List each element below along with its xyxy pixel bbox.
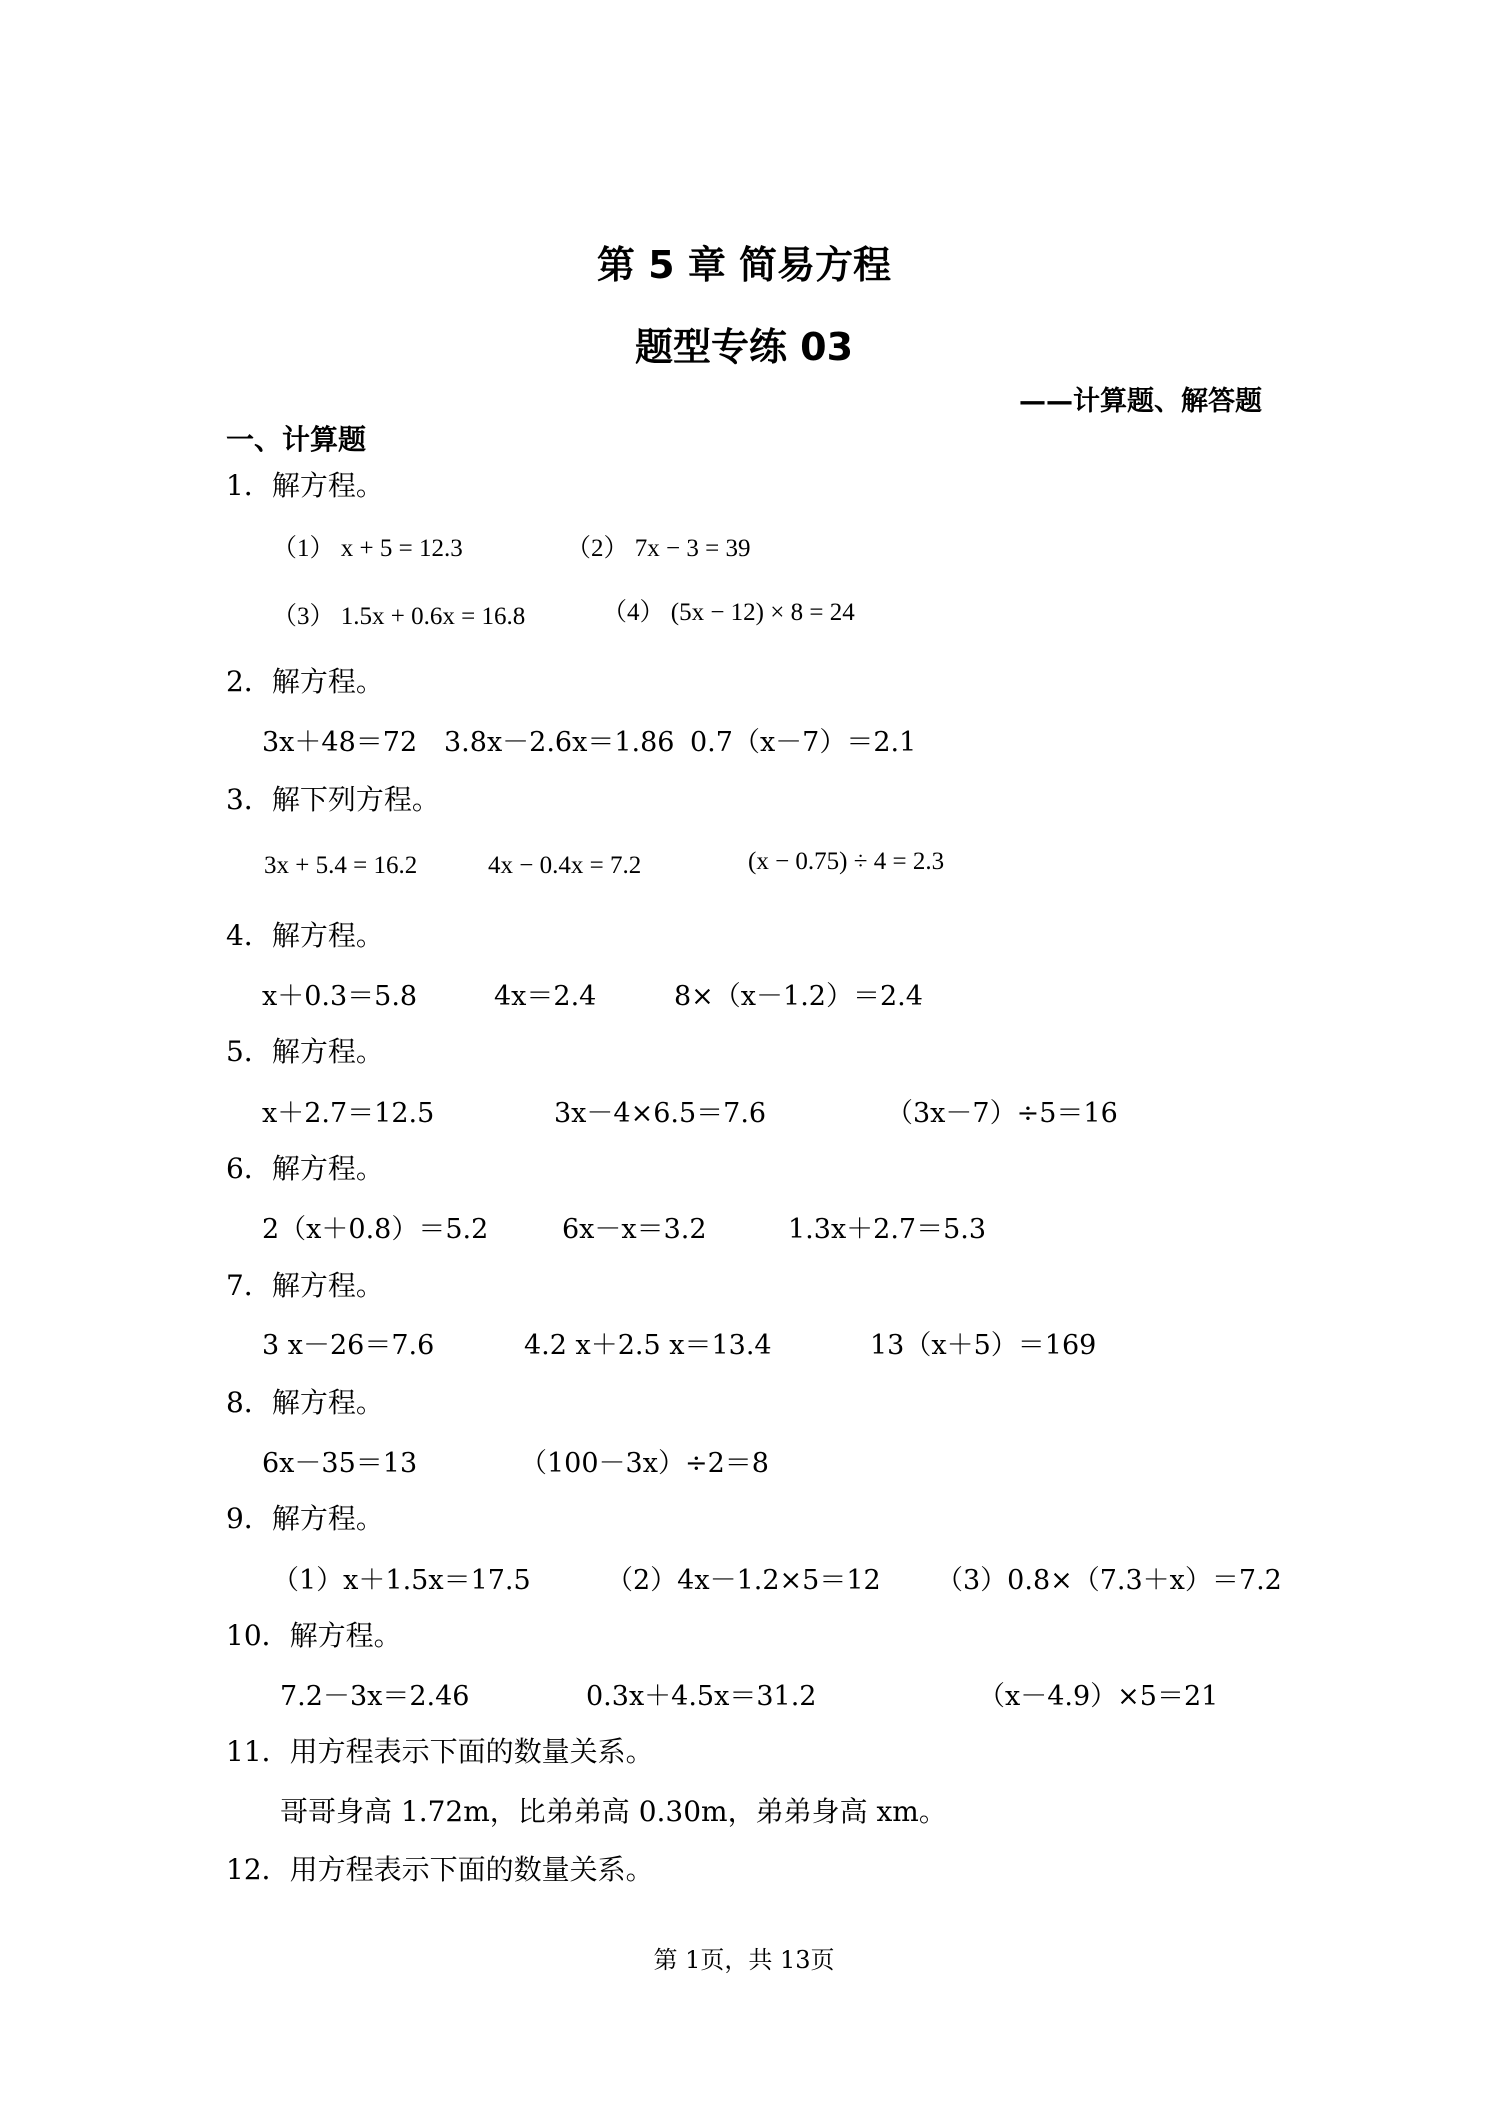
topic-label: ——计算题、解答题	[1019, 386, 1262, 417]
question-number: 12．	[226, 1853, 290, 1886]
section-heading: 一、计算题	[226, 423, 367, 456]
equation: 0.7（x－7）＝2.1	[690, 727, 917, 758]
question-text: 用方程表示下面的数量关系。	[289, 1735, 654, 1768]
equation: 6x－35＝13	[262, 1448, 418, 1479]
question-number: 1．	[226, 469, 272, 502]
page-subtitle: 题型专练 03	[634, 325, 854, 369]
page-number: 第 1页，共 13页	[653, 1946, 835, 1974]
question-text: 解方程。	[271, 1269, 384, 1302]
question-number: 2．	[226, 665, 272, 698]
equation: 8×（x－1.2）＝2.4	[674, 981, 923, 1012]
equation: （x－4.9）×5＝21	[978, 1681, 1219, 1712]
equation: （3） 1.5x + 0.6x = 16.8	[272, 603, 526, 630]
equation: x＋2.7＝12.5	[262, 1098, 435, 1129]
question-text: 解方程。	[271, 1152, 384, 1185]
equation: (x − 0.75) ÷ 4 = 2.3	[748, 848, 945, 875]
equation: （1） x + 5 = 12.3	[272, 535, 463, 562]
equation: 3x＋48＝72	[262, 727, 418, 758]
question-text: 解方程。	[271, 1386, 384, 1419]
equation: 2（x＋0.8）＝5.2	[262, 1214, 489, 1245]
question-text: 用方程表示下面的数量关系。	[289, 1853, 654, 1886]
question-3	[226, 778, 440, 818]
question-text: 解方程。	[271, 1035, 384, 1068]
equation: 6x－x＝3.2	[562, 1214, 707, 1245]
equation: （3x－7）÷5＝16	[886, 1098, 1118, 1129]
question-number: 9．	[226, 1502, 272, 1535]
equation: 7.2－3x＝2.46	[280, 1681, 470, 1712]
question-text: 解方程。	[271, 665, 384, 698]
equation: x＋0.3＝5.8	[262, 981, 418, 1012]
equation: （2）4x－1.2×5＝12	[606, 1565, 881, 1596]
equation: 3.8x－2.6x＝1.86	[444, 727, 675, 758]
equation: （4） (5x − 12) × 8 = 24	[602, 599, 855, 626]
equation: 3x + 5.4 = 16.2	[264, 852, 418, 879]
question-number: 10．	[226, 1619, 290, 1652]
question-number: 11．	[226, 1735, 290, 1768]
question-number: 8．	[226, 1386, 272, 1419]
question-2	[226, 660, 384, 700]
equation: 3x－4×6.5＝7.6	[554, 1098, 767, 1129]
question-number: 4．	[226, 919, 272, 952]
equation: （100－3x）÷2＝8	[520, 1448, 769, 1479]
question-text: 解方程。	[271, 469, 384, 502]
question-number: 5．	[226, 1035, 272, 1068]
question-11	[226, 1730, 654, 1770]
question-text: 解方程。	[271, 1502, 384, 1535]
question-7	[226, 1264, 384, 1304]
question-text: 解下列方程。	[271, 783, 440, 816]
equation: （3）0.8×（7.3＋x）＝7.2	[936, 1565, 1282, 1596]
question-6	[226, 1147, 384, 1187]
equation: 0.3x＋4.5x＝31.2	[586, 1681, 817, 1712]
question-number: 6．	[226, 1152, 272, 1185]
equation: 4x − 0.4x = 7.2	[488, 852, 642, 879]
question-5	[226, 1030, 384, 1070]
equation: （1）x＋1.5x＝17.5	[272, 1565, 531, 1596]
equation: 3 x－26＝7.6	[262, 1330, 435, 1361]
question-1	[226, 464, 384, 504]
question-number: 7．	[226, 1269, 272, 1302]
page-title: 第 5 章 简易方程	[596, 243, 892, 287]
question-10	[226, 1614, 402, 1654]
question-4	[226, 914, 384, 954]
question-number: 3．	[226, 783, 272, 816]
equation: 1.3x＋2.7＝5.3	[788, 1214, 987, 1245]
question-8	[226, 1381, 384, 1421]
question-12	[226, 1848, 654, 1888]
equation: （2） 7x − 3 = 39	[566, 535, 751, 562]
equation: 4x＝2.4	[494, 981, 597, 1012]
question-9	[226, 1497, 384, 1537]
question-text: 解方程。	[271, 919, 384, 952]
question-text: 解方程。	[289, 1619, 402, 1652]
equation: 4.2 x＋2.5 x＝13.4	[524, 1330, 772, 1361]
equation: 13（x＋5）＝169	[870, 1330, 1097, 1361]
question-detail: 哥哥身高 1.72m，比弟弟高 0.30m，弟弟身高 xm。	[280, 1795, 947, 1828]
